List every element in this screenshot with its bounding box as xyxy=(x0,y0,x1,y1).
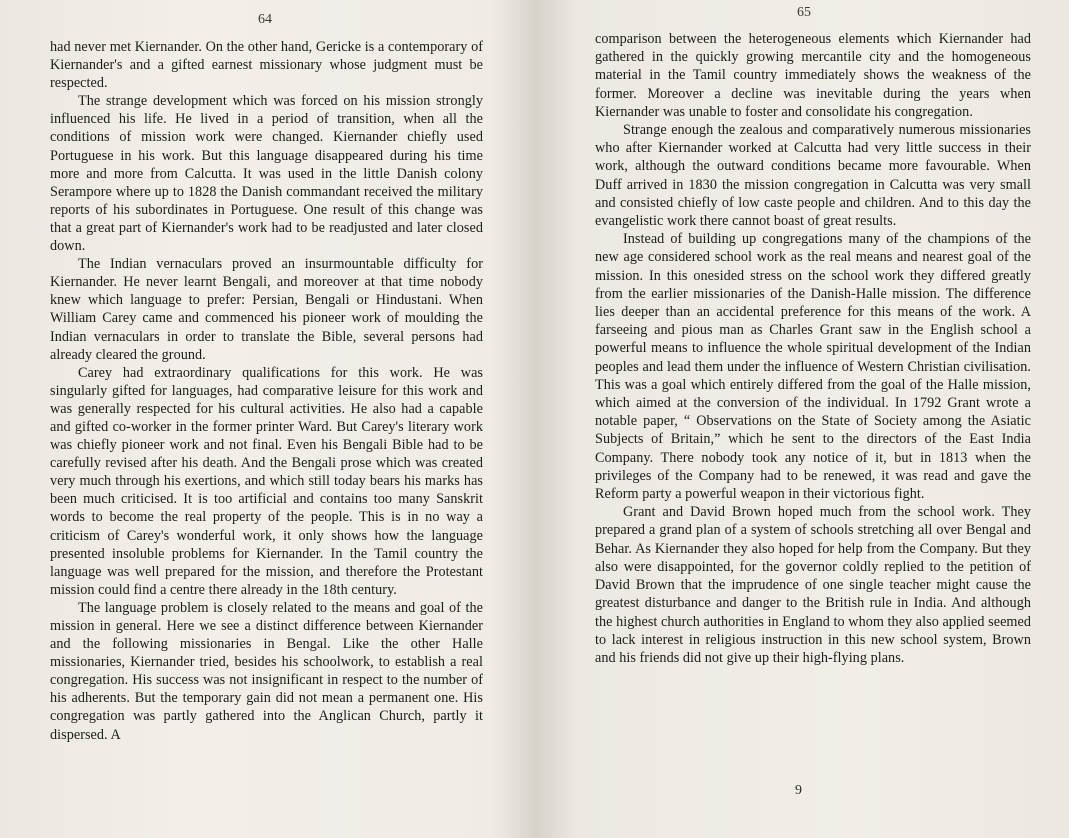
paragraph: comparison between the heterogeneous elements which Kiernander had gathered in the quickly growing mercantile city and the homogeneous material in the Tamil country immediately shows the weakness of the former. Moreover a decline was inevitable during the years when Kiernander was unable to foster and consolidate his congregation. xyxy=(595,31,1031,120)
paragraph: The Indian vernaculars proved an insurmountable difficulty for Kiernander. He never learnt Bengali, and moreover at that time nobody knew which language to prefer: Persian, Bengali or Hindustani. When William Carey came and commenced his pioneer work of moulding the Indian vernaculars in order to translate the Bible, several persons had already cleared the ground. xyxy=(50,256,483,363)
paragraph: Carey had extraordinary qualifications for this work. He was singularly gifted for languages, had comparative leisure for this work and was generally respected for his cultural activities. He also had a capable and gifted co-worker in the former printer Ward. But Carey's literary work was chiefly pioneer work and not final. Even his Bengali Bible had to be carefully revised after his death. And the Bengali prose which was created very much through his exertions, and which still today bears his marks has been much criticised. It is too artificial and contains too many Sanskrit words to become the real property of the people. This is in no way a criticism of Carey's wonderful work, it only shows how the language presented insoluble problems for Kiernander. In the Tamil country the language was well prepared for the mission, and therefore the Protestant mission could find a centre there already in the 18th century. xyxy=(50,364,483,598)
paragraph: The strange development which was forced on his mission strongly influenced his life. He lived in a period of transition, when all the conditions of mission work were changed. Kiernander chiefly used Portuguese in his work. But this language disappeared during his time more and more from Calcutta. It was used in the little Danish colony Serampore where up to 1828 the Danish commandant received the military reports of his subordinates in Portuguese. One result of this change was that a great part of Kiernander's work had to be readjusted and later closed down. xyxy=(50,93,483,255)
right-page-body xyxy=(595,30,1031,667)
paragraph: Grant and David Brown hoped much from the school work. They prepared a grand plan of a system of schools stretching all over Bengal and Behar. As Kiernander they also hoped for help from the Company. But they also were disappointed, for the governor coldly replied to the petition of David Brown that the imprudence of one single teacher might cause the greatest disturbance and danger to the British rule in India. And although the highest church authorities in England to whom they also applied seemed to lack interest in religious instruction in this new school system, Brown and his friends did not give up their high-flying plans. xyxy=(595,504,1031,666)
paragraph: had never met Kiernander. On the other hand, Gericke is a contemporary of Kiernander's and a gifted earnest missionary whose judgment must be respected. xyxy=(50,39,483,92)
left-page-body xyxy=(50,38,483,744)
paragraph: The language problem is closely related to the means and goal of the mission in general. Here we see a distinct difference between Kiernander and the following missionaries in Bengal. Like the other Halle missionaries, Kiernander tried, besides his schoolwork, to establish a real congregation. His success was not insignificant in respect to the number of his adherents. But the temporary gain did not mean a permanent one. His congregation was partly gathered into the Anglican Church, partly it dispersed. A xyxy=(50,599,483,743)
paragraph: Strange enough the zealous and comparatively numerous missionaries who after Kiernander worked at Calcutta had very little success in their work, although the outward conditions became more favourable. When Duff arrived in 1830 the mission congregation in Calcutta was very small and consisted chiefly of low caste people and children. And to this day the evangelistic work there cannot boast of great results. xyxy=(595,122,1031,230)
paragraph: Instead of building up congregations many of the champions of the new age considered school work as the real means and nearest goal of the mission. In this onesided stress on the school work they differed greatly from the earlier missionaries of the Danish-Halle mission. The difference lies deeper than an accidental preference for this means of the work. A farseeing and pious man as Charles Grant saw in the English school a powerful means to influence the whole spiritual development of the Indian peoples and lead them under the influence of Western Christian civilisation. This was a goal which entirely differed from the goal of the Halle mission, which aimed at the conversion of the individual. In 1792 Grant wrote a notable paper, “ Observations on the State of Society among the Asiatic Subjects of Britain,” which he sent to the directors of the East India Company. There nobody took any notice of it, but in 1813 when the privileges of the Company had to be renewed, it was read and gave the Reform party a powerful weapon in their victorious fight. xyxy=(595,231,1031,503)
right-page xyxy=(535,0,1069,838)
page-number-left: 64 xyxy=(258,12,272,27)
signature-mark: 9 xyxy=(795,783,802,798)
page-number-right: 65 xyxy=(797,5,811,20)
